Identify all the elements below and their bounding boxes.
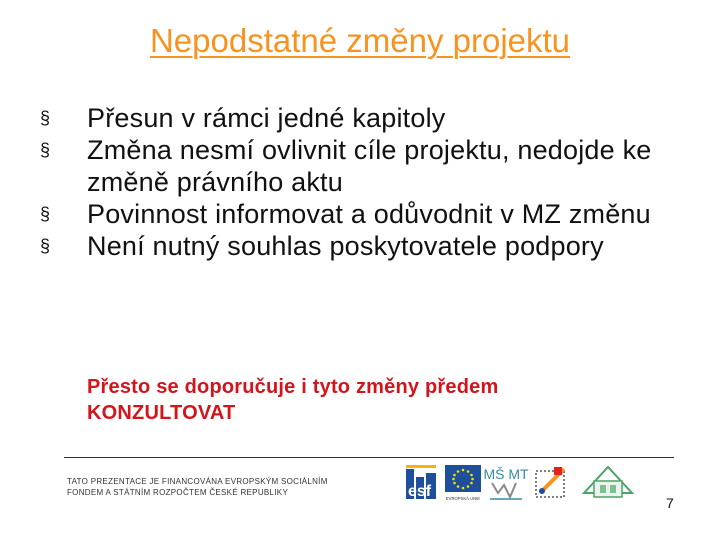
oppa-logo-icon — [580, 463, 636, 503]
note-line: KONZULTOVAT — [87, 402, 236, 424]
bullet-marker: § — [40, 108, 51, 128]
bullet-item — [40, 230, 660, 262]
funding-statement — [67, 476, 397, 498]
esf-logo-text: esf — [408, 483, 432, 500]
footer-divider — [64, 457, 674, 458]
bullet-item — [40, 134, 660, 198]
funding-line: FONDEM A STÁTNÍM ROZPOČTEM ČESKÉ REPUBLIKY — [67, 488, 289, 497]
recommendation-note — [87, 374, 627, 426]
bullet-text: Přesun v rámci jedné kapitoly — [87, 103, 446, 133]
op-logo-icon — [532, 463, 572, 503]
bullet-item — [40, 102, 660, 134]
esf-logo-icon — [404, 463, 440, 503]
page-number: 7 — [666, 495, 674, 511]
bullet-marker: § — [40, 236, 51, 256]
partner-logos — [404, 463, 636, 503]
slide-title: Nepodstatné změny projektu — [149, 22, 571, 59]
msmt-logo-text: MŠ MT — [483, 466, 529, 482]
bullet-marker: § — [40, 204, 51, 224]
eu-flag-logo-icon — [444, 463, 482, 503]
note-line: Přesto se doporučuje i tyto změny předem — [87, 376, 499, 398]
bullet-text: Změna nesmí ovlivnit cíle projektu, nedojde ke změně právního aktu — [87, 135, 652, 197]
bullet-list — [40, 102, 660, 262]
bullet-text: Povinnost informovat a odůvodnit v MZ změnu — [87, 199, 651, 229]
funding-line: TATO PREZENTACE JE FINANCOVÁNA EVROPSKÝM SOCIÁLNÍM — [67, 477, 328, 486]
eu-flag-logo-text: EVROPSKÁ UNIE — [445, 496, 481, 501]
bullet-text: Není nutný souhlas poskytovatele podpory — [87, 231, 604, 261]
bullet-marker: § — [40, 140, 51, 160]
msmt-logo-icon — [483, 463, 529, 503]
bullet-item — [40, 198, 660, 230]
